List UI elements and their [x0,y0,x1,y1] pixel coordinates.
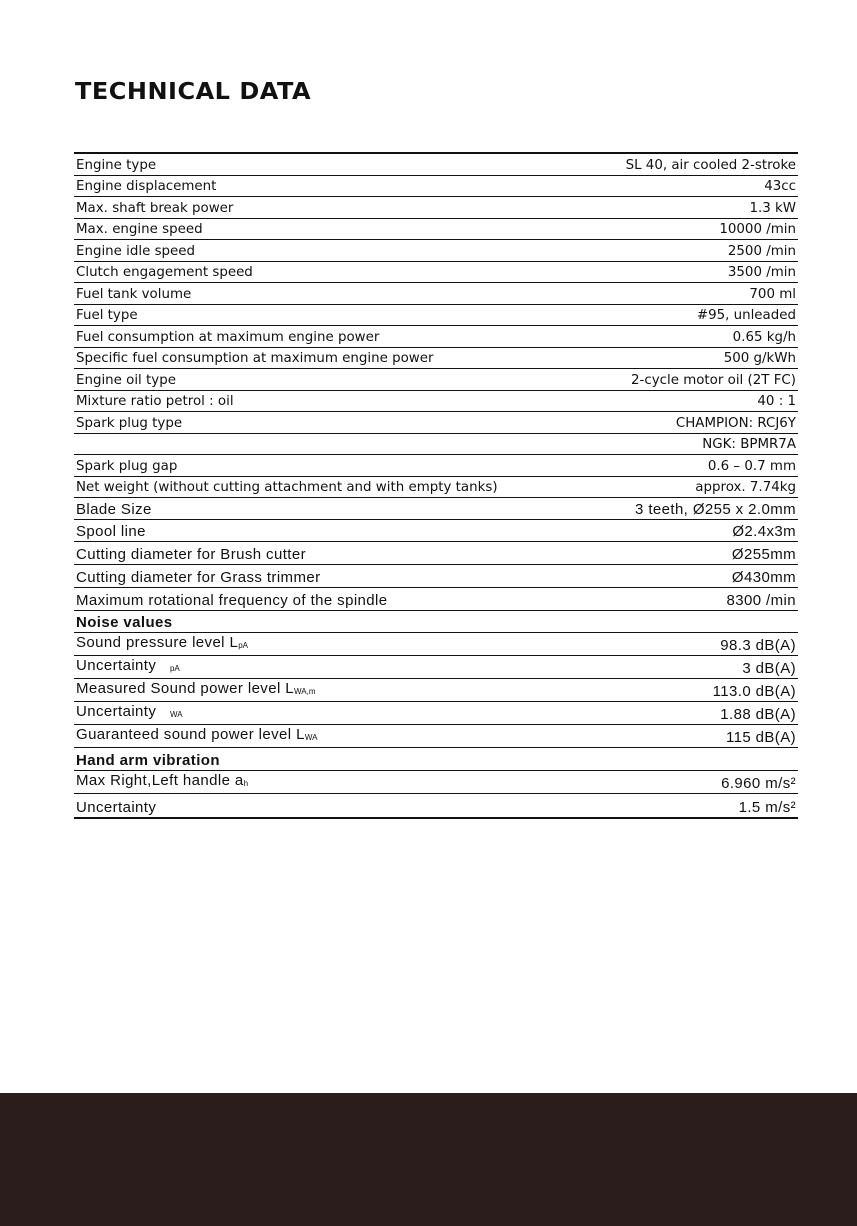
spec-value: 2500 /min [727,243,796,259]
spec-label: Fuel type [76,308,138,323]
spec-label: Spark plug type [76,415,183,431]
vibration-value: 1.5 m/s² [738,798,796,816]
noise-row [74,725,798,748]
noise-label: Measured Sound power level $L_{WA,m}$ [76,680,316,697]
spec-value: #95, unleaded [696,308,796,323]
spec-value: Ø255mm [731,545,796,563]
spec-row [74,348,798,370]
spec-value: 2-cycle motor oil (2T FC) [630,372,796,388]
vibration-row [74,771,798,794]
spec-row [74,262,798,284]
spec-label: Cutting diameter for Grass trimmer [76,568,321,586]
spec-row [74,455,798,477]
technical-data-table [74,152,798,819]
noise-row [74,702,798,725]
noise-row [74,679,798,702]
noise-label: Guaranteed sound power level $L_{WA}$ [76,726,318,743]
spec-value: 3 teeth, Ø255 x 2.0mm [635,500,796,518]
spec-row [74,176,798,198]
spec-value: approx. 7.74kg [695,480,796,495]
spec-value: 8300 /min [726,591,796,609]
noise-row [74,656,798,679]
noise-value: 115 dB(A) [725,729,796,746]
spec-value: 43cc [764,179,796,194]
spec-label: Engine type [76,157,157,173]
spec-row [74,391,798,413]
noise-row [74,633,798,656]
spec-value: 500 g/kWh [723,351,796,366]
noise-value: 3 dB(A) [742,660,796,677]
spec-value: NGK: BPMR7A [702,437,796,452]
spec-value: 700 ml [749,286,796,302]
spec-row [74,588,798,611]
noise-label: Uncertainty $_{pA}$ [76,657,180,674]
spec-row [74,434,798,456]
spec-label: Cutting diameter for Brush cutter [76,545,306,563]
spec-value: Ø2.4x3m [732,523,796,540]
spec-row [74,326,798,348]
noise-value: 113.0 dB(A) [712,683,796,700]
spec-label: Engine idle speed [76,243,196,259]
vibration-value: 6.960 m/s² [721,774,796,792]
page-title: TECHNICAL DATA [75,78,312,105]
spec-row [74,498,798,520]
spec-label: Specific fuel consumption at maximum engine power [76,351,434,366]
section-heading: Hand arm vibration [76,751,220,769]
noise-value: 98.3 dB(A) [720,637,796,654]
spec-label: Engine displacement [76,179,217,194]
spec-label: Fuel consumption at maximum engine power [76,329,380,345]
spec-label: Fuel tank volume [76,286,192,302]
vibration-label: Uncertainty [76,798,157,816]
section-heading-vibration [74,748,798,771]
spec-label: Max. shaft break power [76,200,234,216]
spec-value: SL 40, air cooled 2-stroke [625,157,796,173]
spec-row [74,305,798,327]
spec-row [74,369,798,391]
spec-row [74,477,798,499]
spec-value: 0.65 kg/h [732,329,796,345]
spec-label: Clutch engagement speed [76,265,253,280]
spec-row [74,542,798,565]
spec-value: 0.6 – 0.7 mm [707,458,796,474]
spec-row [74,412,798,434]
spec-label: Blade Size [76,500,152,518]
spec-label: Max. engine speed [76,222,203,237]
spec-value: 40 : 1 [757,394,796,409]
noise-value: 1.88 dB(A) [720,706,796,723]
section-heading: Noise values [76,614,173,631]
footer-band [0,1093,857,1226]
spec-label: Spark plug gap [76,458,178,474]
spec-label: Engine oil type [76,372,176,388]
noise-label: Sound pressure level $L_{pA}$ [76,634,249,651]
spec-value: 3500 /min [727,265,796,280]
spec-row [74,219,798,241]
spec-label: Maximum rotational frequency of the spindle [76,591,388,609]
spec-row [74,520,798,543]
spec-value: Ø430mm [731,568,796,586]
vibration-label: Max Right,Left handle $a_h$ [76,771,249,789]
spec-value: CHAMPION: RCJ6Y [675,415,796,431]
spec-row [74,283,798,305]
spec-value: 10000 /min [719,222,796,237]
spec-row [74,565,798,588]
spec-label: Net weight (without cutting attachment and with empty tanks) [76,480,498,495]
spec-row [74,240,798,262]
spec-value: 1.3 kW [749,200,796,216]
spec-row [74,154,798,176]
section-heading-noise [74,611,798,634]
spec-label: Mixture ratio petrol : oil [76,394,234,409]
vibration-row [74,794,798,817]
noise-label: Uncertainty $_{WA}$ [76,703,183,720]
spec-label: Spool line [76,523,146,540]
spec-row [74,197,798,219]
